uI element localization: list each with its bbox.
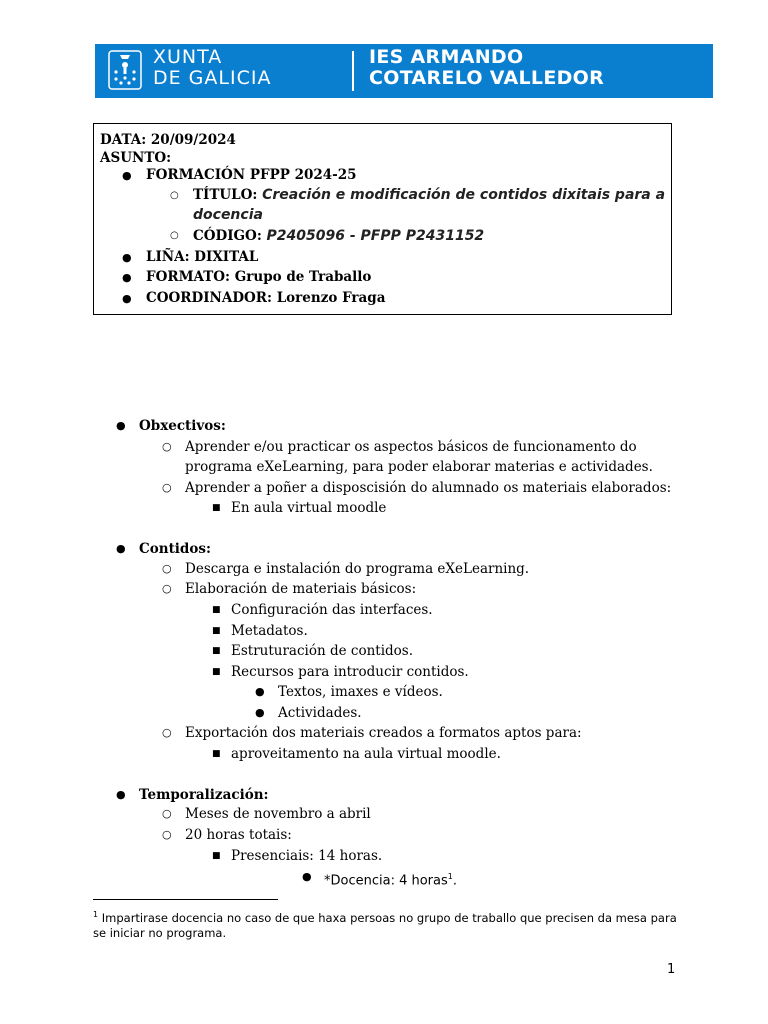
- bullet-square: ■: [212, 667, 221, 677]
- bullet-dot: ●: [122, 169, 132, 182]
- school-line-1: IES ARMANDO: [369, 46, 524, 68]
- title-label: TÍTULO:: [193, 187, 263, 203]
- bullet-dot: ●: [122, 251, 132, 264]
- bullet-dot: ●: [116, 419, 126, 432]
- org-line-1: XUNTA: [153, 46, 223, 68]
- bullet-dot: ●: [122, 271, 132, 284]
- title-value: Creación e modificación de contidos dixitais para a: [262, 187, 666, 203]
- content-3: Exportación dos materiais creados a formatos aptos para:: [185, 725, 582, 741]
- content-3-a: aproveitamento na aula virtual moodle.: [231, 746, 501, 762]
- content-1: Descarga e instalación do programa eXeLearning.: [185, 561, 530, 577]
- bullet-square: ■: [212, 503, 221, 513]
- timing-2-a-1: [324, 868, 457, 890]
- footnote-text: Impartirase docencia no caso de que haxa persoas no grupo de traballo que precisen da mesa para se iniciar no programa.: [93, 910, 677, 940]
- teaching-hours: *Docencia: 4 horas: [324, 873, 448, 889]
- footnote: [93, 907, 683, 941]
- bullet-circle: ○: [162, 481, 172, 494]
- bullet-square: ■: [212, 646, 221, 656]
- content-2-b: Metadatos.: [231, 623, 308, 639]
- footnote-mark: 1: [93, 910, 99, 919]
- timing-1: Meses de novembro a abril: [185, 806, 371, 822]
- footnote-rule: [93, 899, 278, 900]
- line-field: LIÑA: DIXITAL: [146, 249, 259, 265]
- objective-2: Aprender a poñer a disposcisión do alumnado os materiais elaborados:: [185, 480, 672, 496]
- bullet-square: ■: [212, 749, 221, 759]
- content-2-d: Recursos para introducir contidos.: [231, 664, 469, 680]
- org-line-2: DE GALICIA: [153, 67, 272, 89]
- format-field: FORMATO: Grupo de Traballo: [146, 269, 372, 285]
- objectives-heading: Obxectivos:: [139, 418, 226, 434]
- bullet-dot: ●: [122, 292, 132, 305]
- bullet-dot: ●: [255, 706, 265, 719]
- code-value: P2405096 - PFPP P2431152: [266, 228, 485, 244]
- date-line: DATA: 20/09/2024: [100, 132, 236, 148]
- bullet-circle: ○: [170, 190, 179, 201]
- code-line: [193, 227, 484, 245]
- page-number: 1: [667, 962, 676, 977]
- bullet-square: ■: [212, 851, 221, 861]
- content-2-c: Estruturación de contidos.: [231, 643, 414, 659]
- content-2-a: Configuración das interfaces.: [231, 602, 433, 618]
- bullet-dot: ●: [255, 685, 265, 698]
- bullet-circle: ○: [162, 582, 172, 595]
- objective-2-sub: En aula virtual moodle: [231, 500, 387, 516]
- title-value-cont: docencia: [193, 207, 263, 223]
- org-name: [153, 47, 271, 89]
- bullet-circle: ○: [162, 440, 172, 453]
- bullet-circle: ○: [162, 828, 172, 841]
- info-box: [93, 123, 672, 315]
- timing-2: 20 horas totais:: [185, 827, 292, 843]
- content-2-d-1: Textos, imaxes e vídeos.: [278, 684, 443, 700]
- bullet-dot: ●: [302, 870, 312, 883]
- timing-heading: Temporalización:: [139, 787, 269, 803]
- timing-2-a: Presenciais: 14 horas.: [231, 848, 383, 864]
- bullet-circle: ○: [162, 726, 172, 739]
- subject-label: ASUNTO:: [100, 150, 172, 166]
- objective-1: Aprender e/ou practicar os aspectos básicos de funcionamento do: [185, 439, 637, 455]
- objective-1-cont: programa eXeLearning, para poder elaborar materias e actividades.: [185, 459, 653, 475]
- teaching-hours-end: .: [452, 873, 458, 889]
- contents-heading: Contidos:: [139, 541, 211, 557]
- content-2-d-2: Actividades.: [278, 705, 362, 721]
- bullet-square: ■: [212, 605, 221, 615]
- xunta-seal-icon: [108, 50, 142, 90]
- school-name: [369, 47, 604, 89]
- content-2: Elaboración de materiais básicos:: [185, 581, 417, 597]
- bullet-circle: ○: [170, 230, 179, 241]
- formation-line: FORMACIÓN PFPP 2024-25: [146, 167, 357, 183]
- coordinator-field: COORDINADOR: Lorenzo Fraga: [146, 290, 386, 306]
- footnote-ref[interactable]: 1: [447, 872, 453, 881]
- bullet-circle: ○: [162, 562, 172, 575]
- title-line: [193, 186, 665, 204]
- header-banner: [95, 44, 713, 98]
- bullet-dot: ●: [116, 788, 126, 801]
- bullet-circle: ○: [162, 807, 172, 820]
- code-label: CÓDIGO:: [193, 228, 267, 244]
- banner-divider: [352, 51, 354, 91]
- bullet-square: ■: [212, 626, 221, 636]
- school-line-2: COTARELO VALLEDOR: [369, 67, 605, 89]
- bullet-dot: ●: [116, 542, 126, 555]
